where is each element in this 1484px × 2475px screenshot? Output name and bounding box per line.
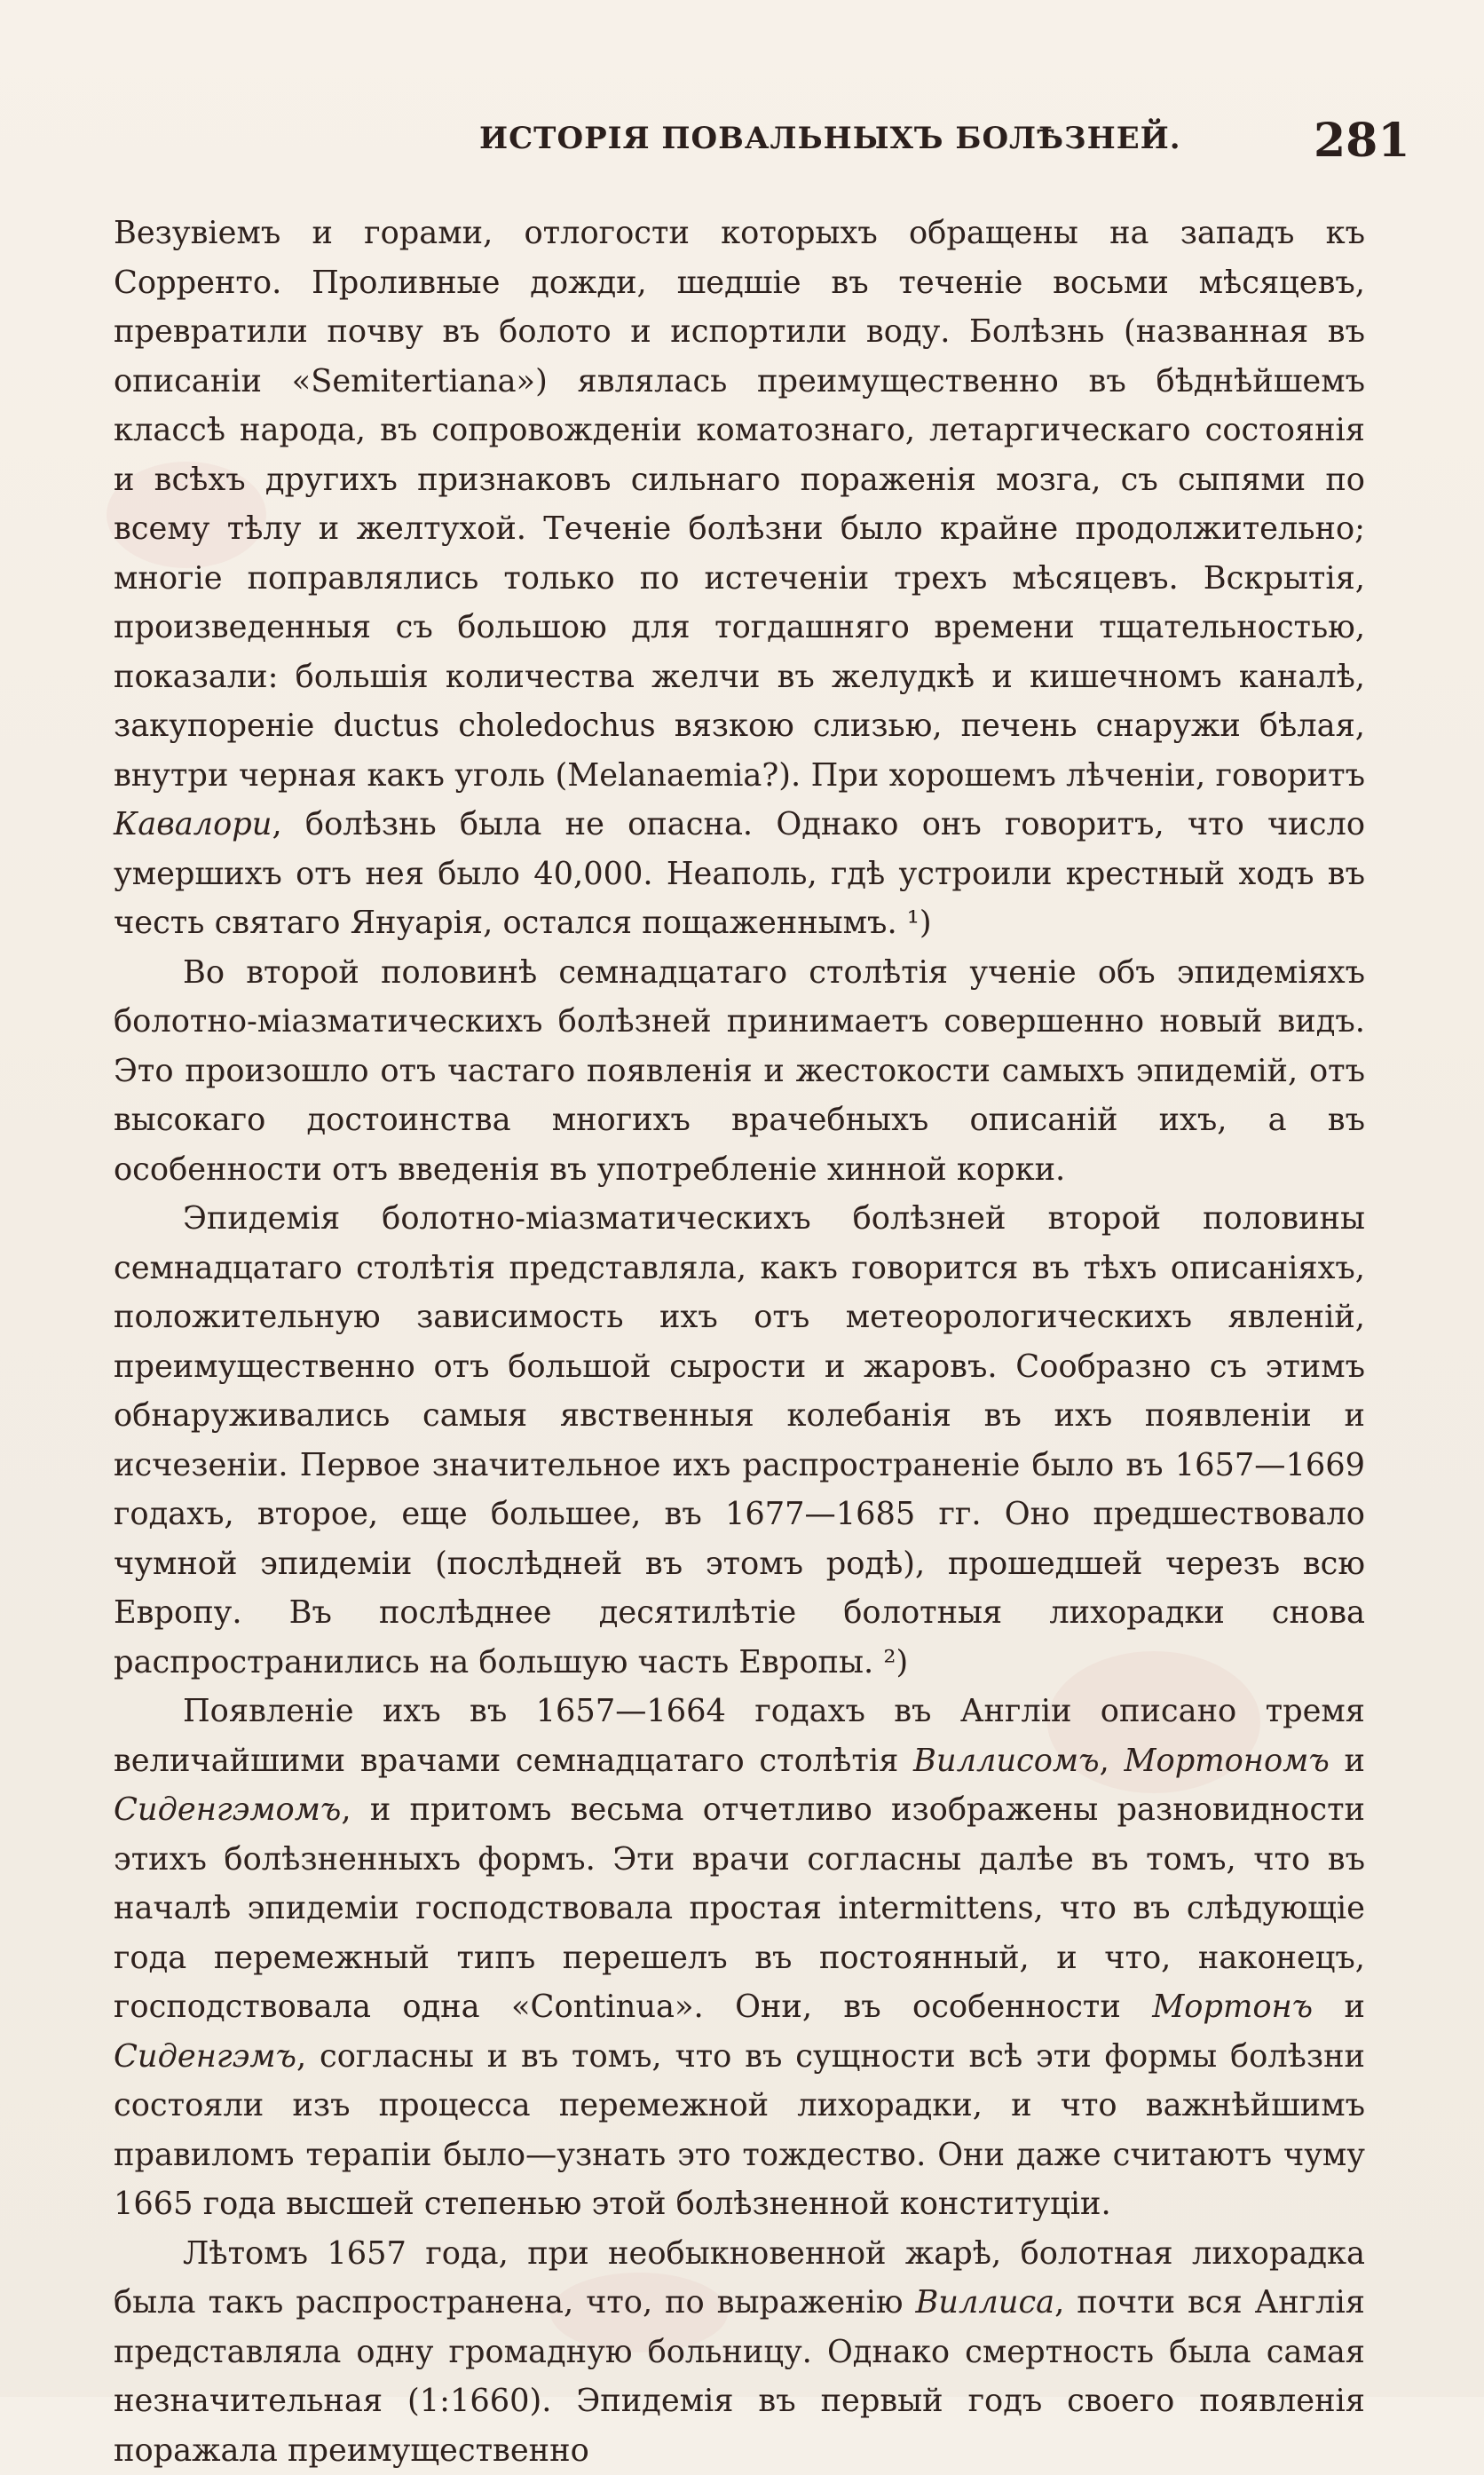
running-head — [0, 114, 1484, 167]
page-number: 281 — [1314, 114, 1410, 168]
paragraph: Появленіе ихъ въ 1657—1664 годахъ въ Англіи описано тремя величайшими врачами семнадцатаго столѣтія Виллисомъ, Мортономъ и Сиденгэмомъ, и притомъ весьма отчетливо изображены разновидности этихъ болѣзненныхъ формъ. Эти врачи согласны далѣе въ томъ, что въ началѣ эпидеміи господствовала простая intermittens, что въ слѣдующіе года перемежный типъ перешелъ въ постоянный, и что, наконецъ, господствовала одна «Continua». Они, въ особенности Мортонъ и Сиденгэмъ, согласны и въ томъ, что въ сущности всѣ эти формы болѣзни состояли изъ процесса перемежной лихорадки, и что важнѣйшимъ правиломъ терапіи было—узнать это тождество. Они даже считаютъ чуму 1665 года высшей степенью этой болѣзненной конституціи. — [114, 1687, 1365, 2229]
italic-name: Виллисомъ — [913, 1743, 1100, 1779]
paragraph: Везувіемъ и горами, отлогости которыхъ обращены на западъ къ Сорренто. Проливные дожди, шедшіе въ теченіе восьми мѣсяцевъ, превратили почву въ болото и испортили воду. Болѣзнь (названная въ описаніи «Semitertiana») являлась преимущественно въ бѣднѣйшемъ классѣ народа, въ сопровожденіи коматознаго, летаргическаго состоянія и всѣхъ другихъ признаковъ сильнаго пораженія мозга, съ сыпями по всему тѣлу и желтухой. Теченіе болѣзни было крайне продолжительно; многіе поправлялись только по истеченіи трехъ мѣсяцевъ. Вскрытія, произведенныя съ большою для тогдашняго времени тщательностью, показали: большія количества желчи въ желудкѣ и кишечномъ каналѣ, закупореніе ductus choledochus вязкою слизью, печень снаружи бѣлая, внутри черная какъ уголь (Melanaemia?). При хорошемъ лѣченіи, говоритъ Кавалори, болѣзнь была не опасна. Однако онъ говоритъ, что число умершихъ отъ нея было 40,000. Неаполь, гдѣ устроили крестный ходъ въ честь святаго Януарія, остался пощаженнымъ. ¹) — [114, 209, 1365, 948]
italic-name: Виллиса — [915, 2284, 1054, 2321]
italic-name: Мортономъ — [1125, 1743, 1330, 1779]
paragraph: Во второй половинѣ семнадцатаго столѣтія ученіе объ эпидеміяхъ болотно-міазматическихъ болѣзней принимаетъ совершенно новый видъ. Это произошло отъ частаго появленія и жестокости самыхъ эпидемій, отъ высокаго достоинства многихъ врачебныхъ описаній ихъ, а въ особенности отъ введенія въ употребленіе хинной корки. — [114, 948, 1365, 1195]
paragraph: Эпидемія болотно-міазматическихъ болѣзней второй половины семнадцатаго столѣтія представляла, какъ говорится въ тѣхъ описаніяхъ, положительную зависимость ихъ отъ метеорологическихъ явленій, преимущественно отъ большой сырости и жаровъ. Сообразно съ этимъ обнаруживались самыя явственныя колебанія въ ихъ появленіи и исчезеніи. Первое значительное ихъ распространеніе было въ 1657—1669 годахъ, второе, еще большее, въ 1677—1685 гг. Оно предшествовало чумной эпидеміи (послѣдней въ этомъ родѣ), прошедшей черезъ всю Европу. Въ послѣднее десятилѣтіе болотныя лихорадки снова распространились на большую часть Европы. ²) — [114, 1194, 1365, 1687]
running-title: ИСТОРІЯ ПОВАЛЬНЫХЪ БОЛѢЗНЕЙ. — [479, 121, 1181, 156]
paragraph: Лѣтомъ 1657 года, при необыкновенной жарѣ, болотная лихорадка была такъ распространена, что, по выраженію Виллиса, почти вся Англія представляла одну громадную больницу. Однако смертность была самая незначительная (1:1660). Эпидемія въ первый годъ своего появленія поражала преимущественно — [114, 2229, 1365, 2475]
italic-name: Сиденгэмъ — [114, 2038, 296, 2075]
italic-name: Сиденгэмомъ — [114, 1791, 341, 1828]
italic-name: Кавалори — [114, 806, 272, 842]
body-text — [114, 209, 1365, 2366]
italic-name: Мортонъ — [1152, 1989, 1313, 2025]
